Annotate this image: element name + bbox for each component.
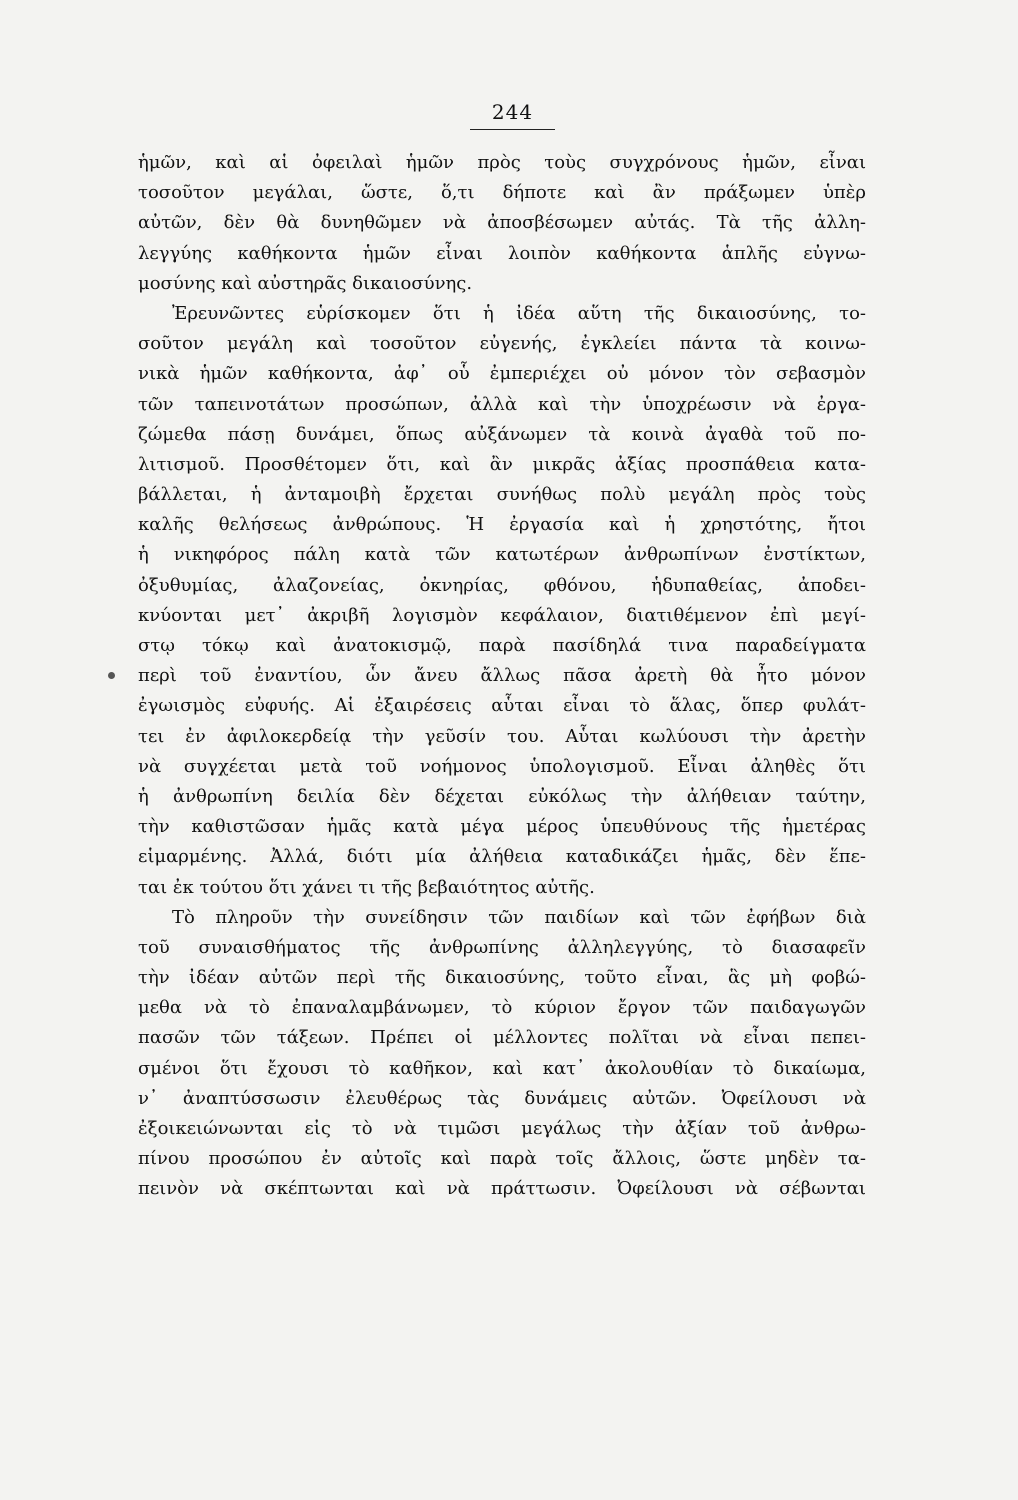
text-line: νὰ συγχέεται μετὰ τοῦ νοήμονος ὑπολογισμοῦ. Εἶναι ἀληθὲς ὅτι [138, 755, 866, 777]
text-line: τὴν καθιστῶσαν ἡμᾶς κατὰ μέγα μέρος ὑπευθύνους τῆς ἡμετέρας [138, 816, 866, 838]
text-line: αὐτῶν, δὲν θὰ δυνηθῶμεν νὰ ἀποσβέσωμεν αὐτάς. Τὰ τῆς ἀλλη- [138, 212, 866, 234]
text-line: τοῦ συναισθήματος τῆς ἀνθρωπίνης ἀλληλεγγύης, τὸ διασαφεῖν [138, 936, 866, 958]
paragraph [138, 148, 866, 299]
text-line: καλῆς θελήσεως ἀνθρώπους. Ἡ ἐργασία καὶ ἡ χρηστότης, ἤτοι [138, 514, 866, 536]
text-line: λεγγύης καθήκοντα ἡμῶν εἶναι λοιπὸν καθήκοντα ἁπλῆς εὐγνω- [138, 242, 866, 264]
text-line: τει ἐν ἀφιλοκερδείᾳ τὴν γεῦσίν του. Αὗται κωλύουσι τὴν ἀρετὴν [138, 725, 866, 747]
paragraph [138, 299, 866, 903]
text-line: ἡμῶν, καὶ αἱ ὀφειλαὶ ἡμῶν πρὸς τοὺς συγχρόνους ἡμῶν, εἶναι [138, 152, 866, 173]
text-line: ἡ ἀνθρωπίνη δειλία δὲν δέχεται εὐκόλως τὴν ἀλήθειαν ταύτην, [138, 785, 866, 807]
text-line: ται ἐκ τούτου ὅτι χάνει τι τῆς βεβαιότητος αὐτῆς. [138, 876, 595, 898]
text-line: τὴν ἰδέαν αὐτῶν περὶ τῆς δικαιοσύνης, τοῦτο εἶναι, ἃς μὴ φοβώ- [138, 967, 866, 989]
text-line: λιτισμοῦ. Προσθέτομεν ὅτι, καὶ ἂν μικρᾶς ἀξίας προσπάθεια κατα- [138, 453, 866, 475]
text-line: μοσύνης καὶ αὐστηρᾶς δικαιοσύνης. [138, 272, 473, 294]
paragraph [138, 903, 866, 1205]
text-line: Τὸ πληροῦν τὴν συνείδησιν τῶν παιδίων καὶ τῶν ἐφήβων διὰ [172, 906, 866, 928]
text-line: σοῦτον μεγάλη καὶ τοσοῦτον εὐγενής, ἐγκλείει πάντα τὰ κοινω- [138, 333, 866, 355]
text-line: περὶ τοῦ ἐναντίου, ὧν ἄνευ ἄλλως πᾶσα ἀρετὴ θὰ ἦτο μόνον [138, 665, 866, 687]
text-line: κνύονται μετ᾿ ἀκριβῆ λογισμὸν κεφάλαιον, διατιθέμενον ἐπὶ μεγί- [138, 604, 866, 626]
text-line: νικὰ ἡμῶν καθήκοντα, ἀφ᾿ οὗ ἐμπεριέχει οὐ μόνον τὸν σεβασμὸν [138, 363, 866, 385]
text-line: πεινὸν νὰ σκέπτωνται καὶ νὰ πράττωσιν. Ὀφείλουσι νὰ σέβωνται [138, 1178, 866, 1200]
body-text [138, 148, 866, 1205]
text-line: σμένοι ὅτι ἔχουσι τὸ καθῆκον, καὶ κατ᾿ ἀκολουθίαν τὸ δικαίωμα, [138, 1057, 866, 1079]
text-line: ἐγωισμὸς εὐφυής. Αἱ ἐξαιρέσεις αὗται εἶναι τὸ ἅλας, ὅπερ φυλάτ- [138, 695, 866, 717]
text-line: εἱμαρμένης. Ἀλλά, διότι μία ἀλήθεια καταδικάζει ἡμᾶς, δὲν ἕπε- [138, 846, 866, 868]
text-line: ν᾿ ἀναπτύσσωσιν ἐλευθέρως τὰς δυνάμεις αὐτῶν. Ὀφείλουσι νὰ [138, 1087, 866, 1109]
text-line: ζώμεθα πάσῃ δυνάμει, ὅπως αὐξάνωμεν τὰ κοινὰ ἀγαθὰ τοῦ πο- [138, 423, 866, 445]
text-line: ἐξοικειώνωνται εἰς τὸ νὰ τιμῶσι μεγάλως τὴν ἀξίαν τοῦ ἀνθρω- [138, 1118, 866, 1139]
text-line: μεθα νὰ τὸ ἐπαναλαμβάνωμεν, τὸ κύριον ἔργον τῶν παιδαγωγῶν [138, 997, 866, 1019]
page-number: 244 [491, 100, 534, 124]
text-line: τῶν ταπεινοτάτων προσώπων, ἀλλὰ καὶ τὴν ὑποχρέωσιν νὰ ἐργα- [138, 393, 866, 415]
text-line: πίνου προσώπου ἐν αὐτοῖς καὶ παρὰ τοῖς ἄλλοις, ὥστε μηδὲν τα- [138, 1148, 866, 1170]
page-number-rule [470, 129, 555, 130]
text-line: ἡ νικηφόρος πάλη κατὰ τῶν κατωτέρων ἀνθρωπίνων ἐνστίκτων, [138, 544, 866, 566]
page-header [470, 100, 555, 130]
text-line: τοσοῦτον μεγάλαι, ὥστε, ὅ,τι δήποτε καὶ ἂν πράξωμεν ὑπὲρ [138, 182, 866, 204]
text-line: στῳ τόκῳ καὶ ἀνατοκισμῷ, παρὰ πασίδηλά τινα παραδείγματα [138, 635, 866, 656]
text-line: πασῶν τῶν τάξεων. Πρέπει οἱ μέλλοντες πολῖται νὰ εἶναι πεπει- [138, 1027, 866, 1049]
text-line: Ἐρευνῶντες εὑρίσκομεν ὅτι ἡ ἰδέα αὕτη τῆς δικαιοσύνης, το- [172, 302, 866, 324]
text-line: ὀξυθυμίας, ἀλαζονείας, ὀκνηρίας, φθόνου, ἡδυπαθείας, ἀποδει- [138, 574, 866, 596]
margin-ink-dot [108, 672, 115, 679]
text-line: βάλλεται, ἡ ἀνταμοιβὴ ἔρχεται συνήθως πολὺ μεγάλη πρὸς τοὺς [138, 484, 866, 506]
